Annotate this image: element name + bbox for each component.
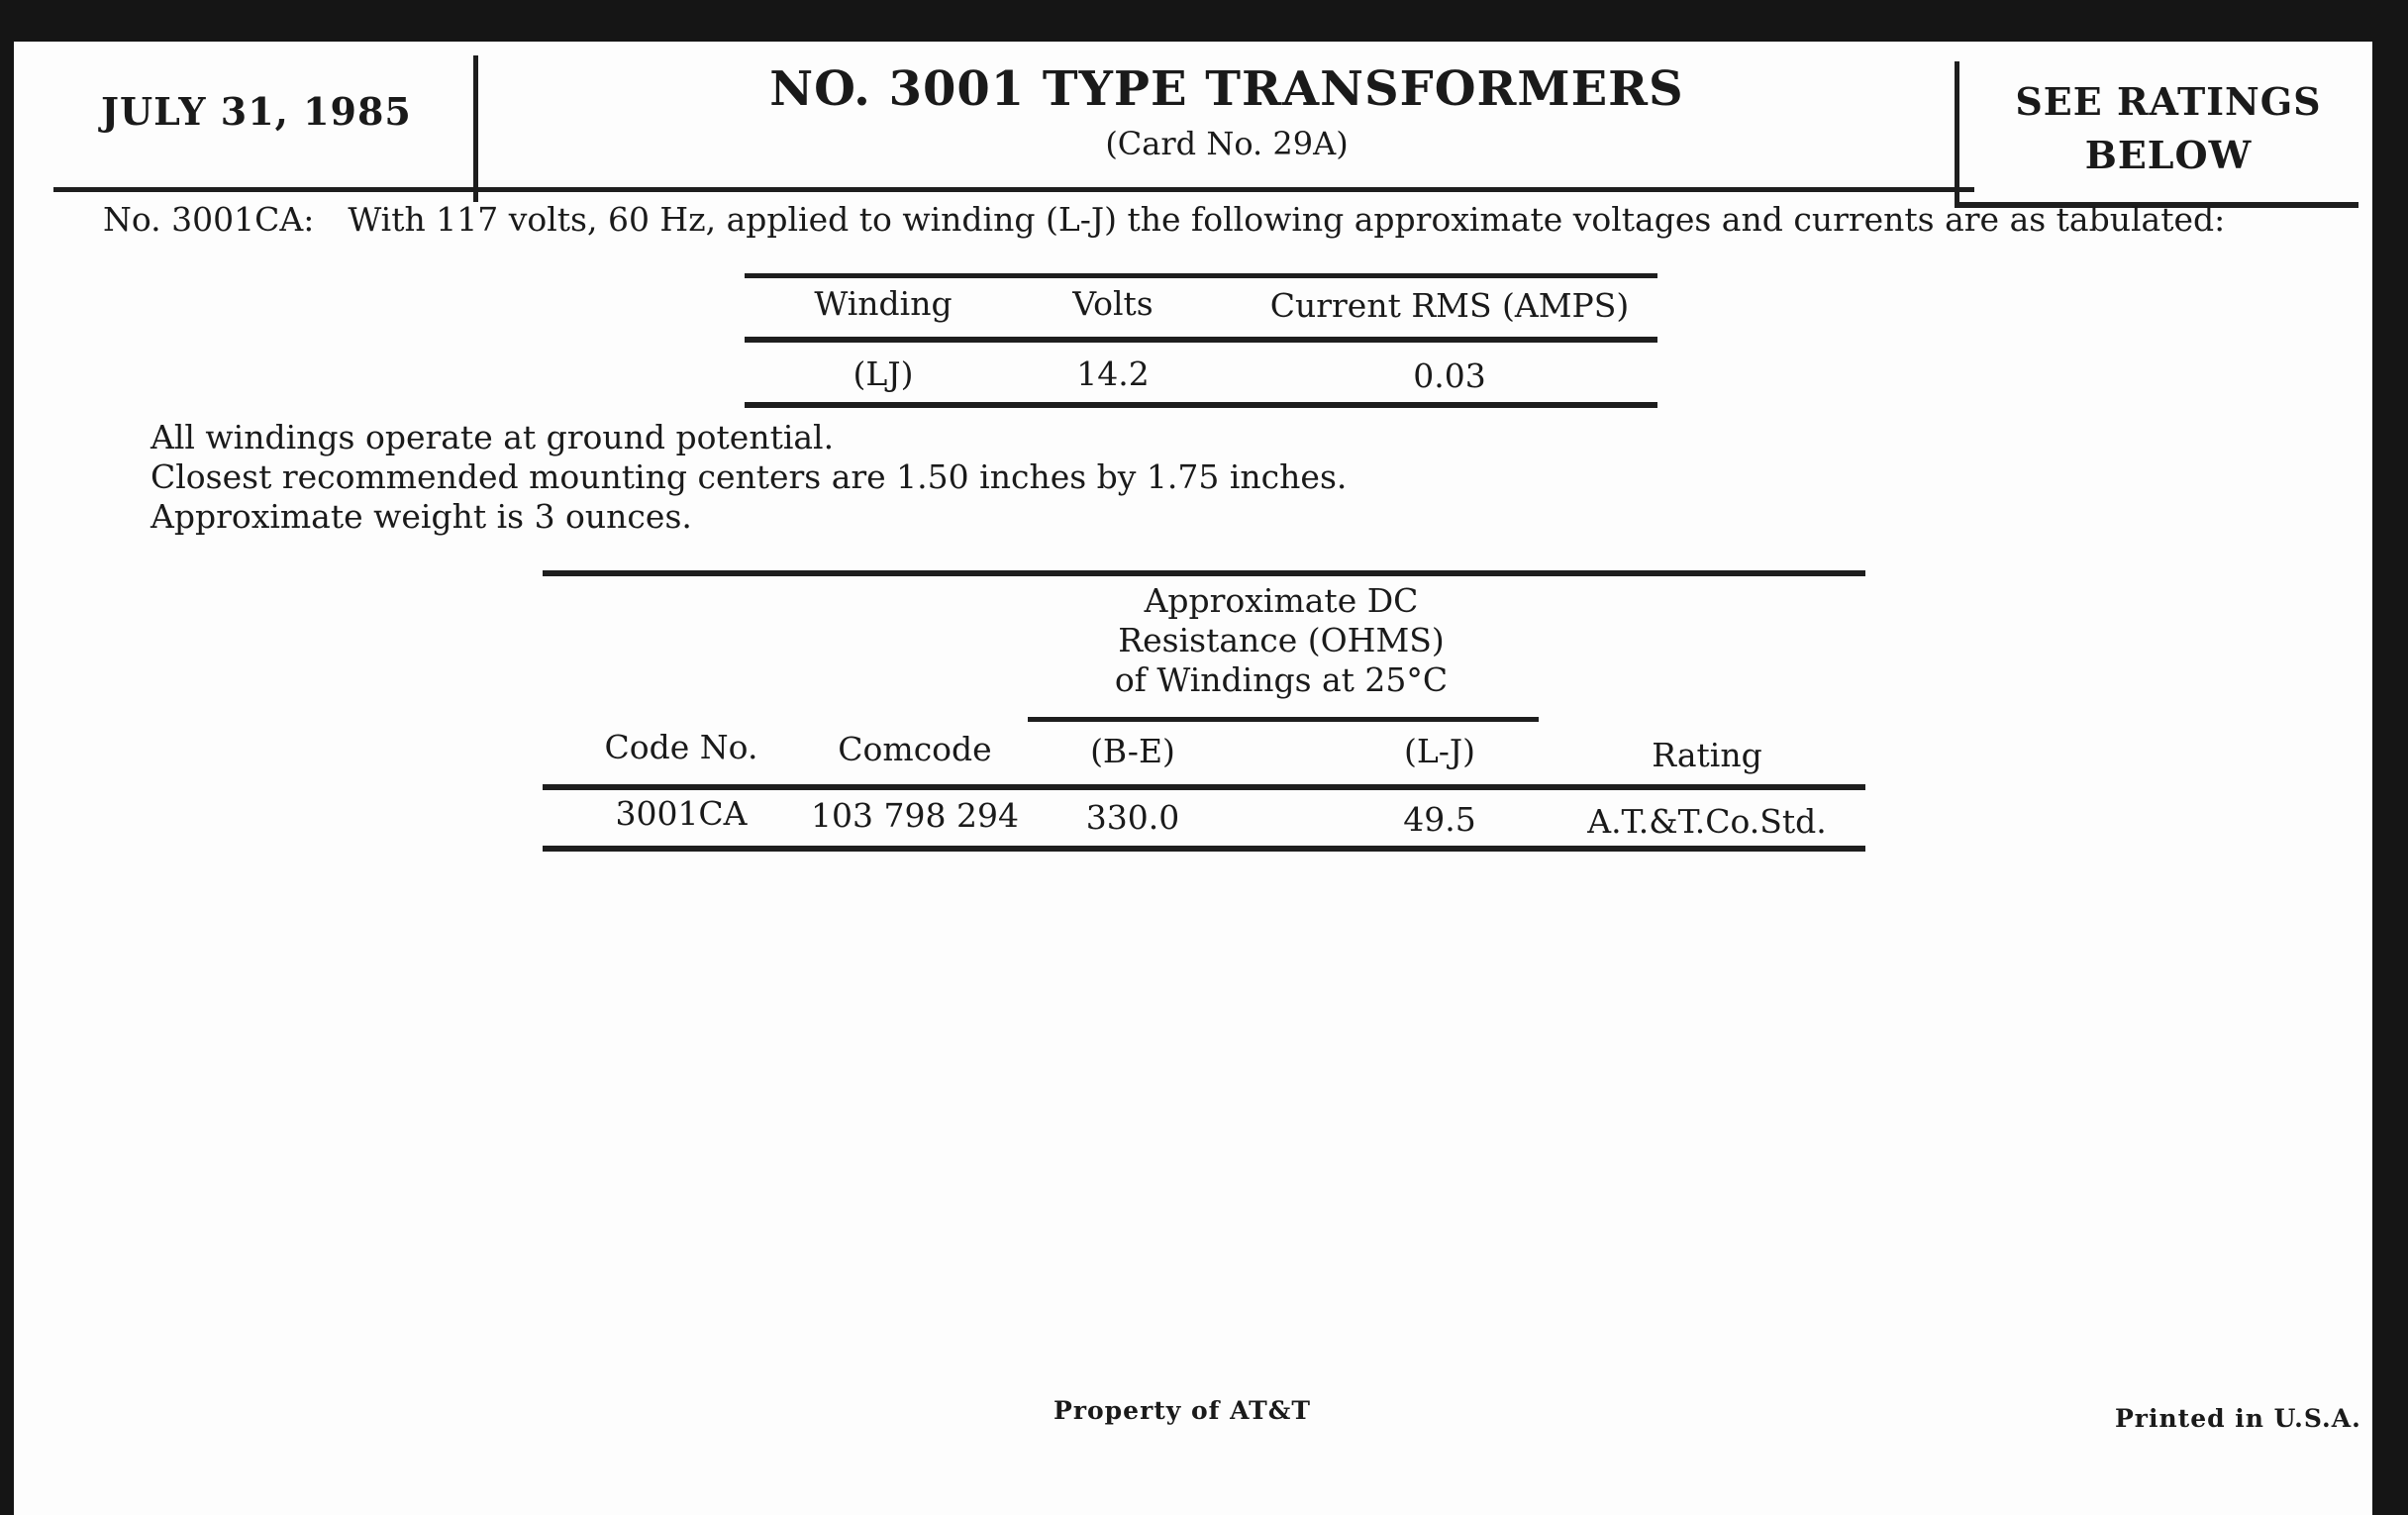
table2-cell-code: 3001CA xyxy=(615,794,748,833)
table2-top-rule xyxy=(543,570,1865,576)
card-date: JULY 31, 1985 xyxy=(101,89,412,134)
table2-header-code: Code No. xyxy=(604,728,758,766)
table2-cell-be: 330.0 xyxy=(1085,798,1180,837)
intro-code: No. 3001CA: xyxy=(103,200,315,239)
table1-cell-volts: 14.2 xyxy=(1076,354,1150,393)
header-bottom-rule xyxy=(53,187,1974,192)
footer-property: Property of AT&T xyxy=(1054,1396,1311,1425)
table1-cell-current: 0.03 xyxy=(1413,356,1486,395)
transformer-card xyxy=(14,42,2372,1515)
footer-printed: Printed in U.S.A. xyxy=(2115,1404,2361,1433)
note-mounting-centers: Closest recommended mounting centers are 1.50 inches by 1.75 inches. xyxy=(150,457,1348,496)
table2-bottom-rule xyxy=(543,846,1865,852)
table2-header-rule xyxy=(543,784,1865,790)
table1-cell-winding: (LJ) xyxy=(853,354,914,393)
table2-header-be: (B-E) xyxy=(1090,732,1175,770)
table1-top-rule xyxy=(745,273,1657,278)
table2-cell-rating: A.T.&T.Co.Std. xyxy=(1587,802,1827,841)
table1-header-current: Current RMS (AMPS) xyxy=(1269,286,1630,325)
page-title: NO. 3001 TYPE TRANSFORMERS xyxy=(769,61,1684,117)
note-weight: Approximate weight is 3 ounces. xyxy=(150,497,692,536)
notes-block xyxy=(150,418,1347,537)
table2-group-header-line-3: of Windings at 25°C xyxy=(1114,660,1449,699)
table1-header-volts: Volts xyxy=(1072,284,1154,323)
table2-cell-comcode: 103 798 294 xyxy=(811,796,1019,835)
table2-group-header xyxy=(1004,581,1558,700)
table2-header-rating: Rating xyxy=(1652,736,1762,774)
table2-header-comcode: Comcode xyxy=(838,730,992,768)
table2-cell-lj: 49.5 xyxy=(1403,800,1476,839)
header-divider-right xyxy=(1955,61,1959,202)
table2-group-header-line-2: Resistance (OHMS) xyxy=(1118,621,1445,659)
table2-header-lj: (L-J) xyxy=(1403,732,1476,770)
note-ground-potential: All windings operate at ground potential. xyxy=(150,418,835,456)
card-number: (Card No. 29A) xyxy=(1105,125,1349,162)
see-ratings-note xyxy=(1970,75,2366,182)
table1-header-rule xyxy=(745,337,1657,343)
intro-text: With 117 volts, 60 Hz, applied to winding (L-J) the following approximate voltages and currents are as tabulated: xyxy=(348,200,2226,239)
table2-group-underline xyxy=(1028,717,1539,722)
table2-group-header-line-1: Approximate DC xyxy=(1144,581,1419,620)
table1-header-winding: Winding xyxy=(814,284,953,323)
header-divider-left xyxy=(473,55,478,202)
table1-bottom-rule xyxy=(745,402,1657,408)
see-ratings-line-1: SEE RATINGS xyxy=(2015,79,2322,124)
see-ratings-line-2: BELOW xyxy=(2084,133,2253,177)
intro-statement xyxy=(103,200,2225,239)
